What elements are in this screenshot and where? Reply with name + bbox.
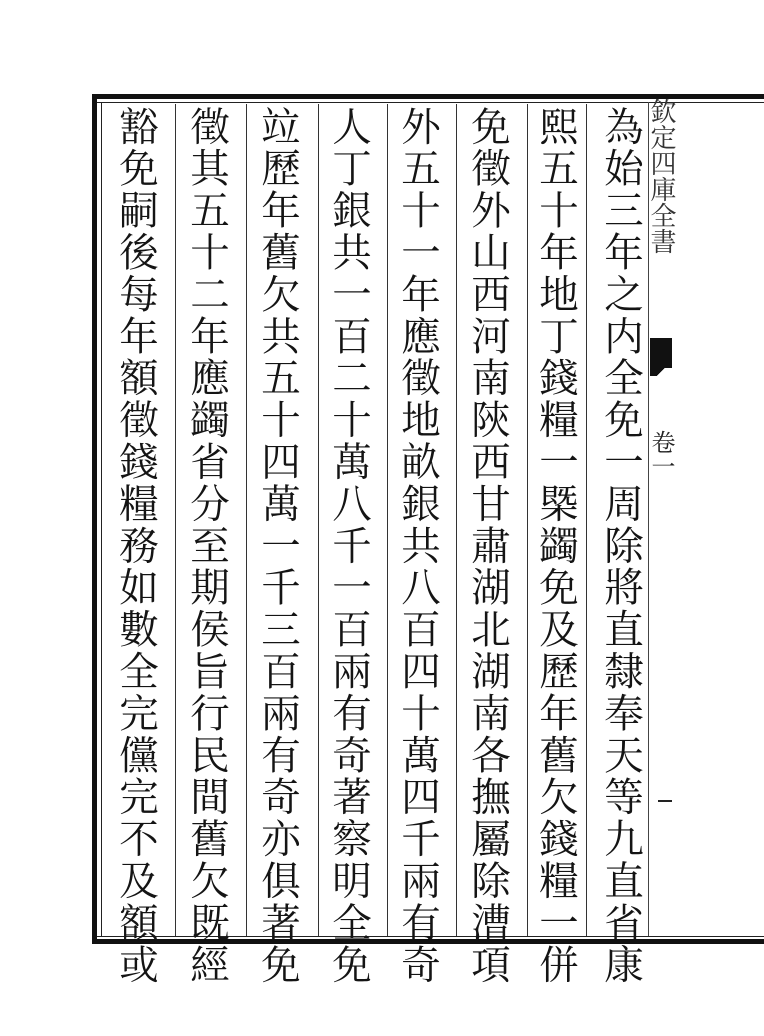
text-column-2: 熙五十年地丁錢糧一槩蠲免及歷年舊欠錢糧一併 (533, 106, 579, 986)
text-column-4: 外五十一年應徵地畝銀共八百四十萬四千兩有奇 (395, 106, 441, 986)
text-column-7: 徵其五十二年應蠲省分至期侯旨行民間舊欠既經 (184, 106, 230, 986)
text-column-3: 免徵外山西河南陝西甘肅湖北湖南各撫屬除漕項 (465, 106, 511, 986)
text-column-1: 為始三年之内全免一周除將直隸奉天等九直省康 (598, 106, 644, 986)
margin-leaf-number (658, 800, 672, 802)
column-rule (246, 104, 247, 936)
column-rule (318, 104, 319, 936)
text-column-8: 豁免嗣後每年額徵錢糧務如數全完儻完不及額或 (113, 106, 159, 986)
margin-volume-label: 卷一 (647, 430, 675, 478)
column-rule (387, 104, 388, 936)
column-rule (527, 104, 528, 936)
text-column-5: 人丁銀共一百二十萬八千一百兩有奇著察明全免 (326, 106, 372, 986)
column-rule (586, 104, 587, 936)
column-rule (175, 104, 176, 936)
column-rule (456, 104, 457, 936)
margin-book-title: 欽定四庫全書 (646, 98, 676, 254)
fishtail-mark (650, 338, 672, 368)
text-column-6: 竝歷年舊欠共五十四萬一千三百兩有奇亦俱著免 (255, 106, 301, 986)
frame-inner-left-line (101, 102, 102, 936)
